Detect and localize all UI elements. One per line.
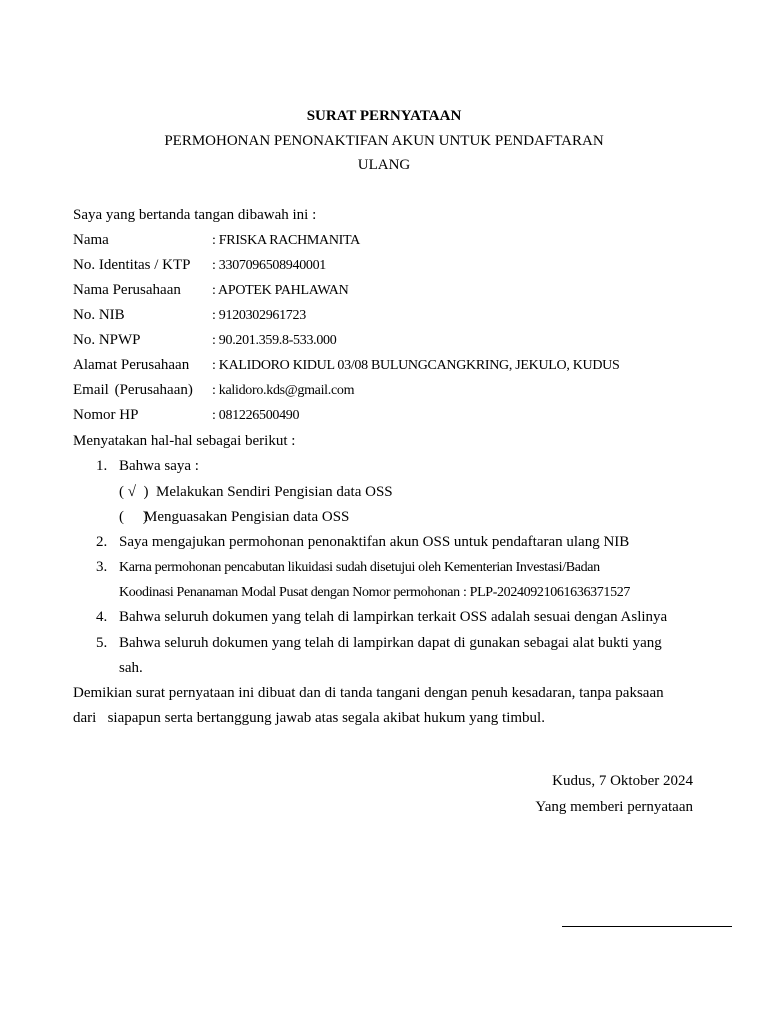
field-value-npwp: : 90.201.359.8-533.000 [212, 333, 337, 348]
list-item-text: Saya mengajukan permohonan penonaktifan akun OSS untuk pendaftaran ulang NIB [119, 534, 630, 550]
document-title: SURAT PERNYATAAN [306, 108, 462, 124]
option-label-sendiri: Melakukan Sendiri Pengisian data OSS [156, 484, 393, 500]
list-item-number: 4. [96, 609, 108, 625]
field-label-alamat: Alamat Perusahaan [73, 357, 190, 373]
field-value-nib: : 9120302961723 [212, 308, 306, 323]
list-item-text: Bahwa seluruh dokumen yang telah di lampirkan terkait OSS adalah sesuai dengan Aslinya [119, 609, 668, 625]
statement-intro: Menyatakan hal-hal sebagai berikut : [73, 433, 296, 449]
signer-caption: Yang memberi pernyataan [535, 799, 693, 815]
list-item-number: 2. [96, 534, 108, 550]
option-checkbox-kuasa: ( ) [119, 509, 148, 525]
list-item-number: 1. [96, 458, 108, 474]
field-label-perusahaan: Nama Perusahaan [73, 282, 181, 298]
document-subtitle-line2: ULANG [357, 157, 411, 173]
option-checkbox-sendiri: ( √ ) [119, 484, 149, 500]
intro-text: Saya yang bertanda tangan dibawah ini : [73, 207, 317, 223]
list-item-text: Karna permohonan pencabutan likuidasi sudah disetujui oleh Kementerian Investasi/Badan [119, 560, 600, 575]
field-label-hp: Nomor HP [73, 407, 139, 423]
list-item-text-continued: sah. [119, 660, 143, 676]
field-value-email: : kalidoro.kds@gmail.com [212, 383, 355, 398]
field-value-ktp: : 3307096508940001 [212, 258, 326, 273]
closing-paragraph-line1: Demikian surat pernyataan ini dibuat dan di tanda tangani dengan penuh kesadaran, tanpa paksaan [73, 685, 664, 701]
signature-line [562, 926, 732, 927]
field-label-nama: Nama [73, 232, 109, 248]
list-item-number: 3. [96, 559, 108, 575]
document-subtitle-line1: PERMOHONAN PENONAKTIFAN AKUN UNTUK PENDAFTARAN [164, 133, 604, 149]
field-value-nama: : FRISKA RACHMANITA [212, 233, 360, 248]
list-item-text-continued: Koodinasi Penanaman Modal Pusat dengan Nomor permohonan : PLP-20240921061636371527 [119, 585, 631, 600]
field-label-npwp: No. NPWP [73, 332, 141, 348]
field-value-perusahaan: : APOTEK PAHLAWAN [212, 283, 349, 298]
list-item-text: Bahwa seluruh dokumen yang telah di lampirkan dapat di gunakan sebagai alat bukti yang [119, 635, 662, 651]
field-value-alamat: : KALIDORO KIDUL 03/08 BULUNGCANGKRING, JEKULO, KUDUS [212, 358, 620, 373]
closing-paragraph-line2: dari siapapun serta bertanggung jawab atas segala akibat hukum yang timbul. [73, 710, 545, 726]
field-label-email: Email (Perusahaan) [73, 382, 193, 398]
list-item-number: 5. [96, 635, 108, 651]
field-label-nib: No. NIB [73, 307, 125, 323]
field-value-hp: : 081226500490 [212, 408, 300, 423]
place-date: Kudus, 7 Oktober 2024 [552, 773, 693, 789]
option-label-kuasa: Menguasakan Pengisian data OSS [144, 509, 350, 525]
field-label-ktp: No. Identitas / KTP [73, 257, 191, 273]
list-item-text: Bahwa saya : [119, 458, 199, 474]
